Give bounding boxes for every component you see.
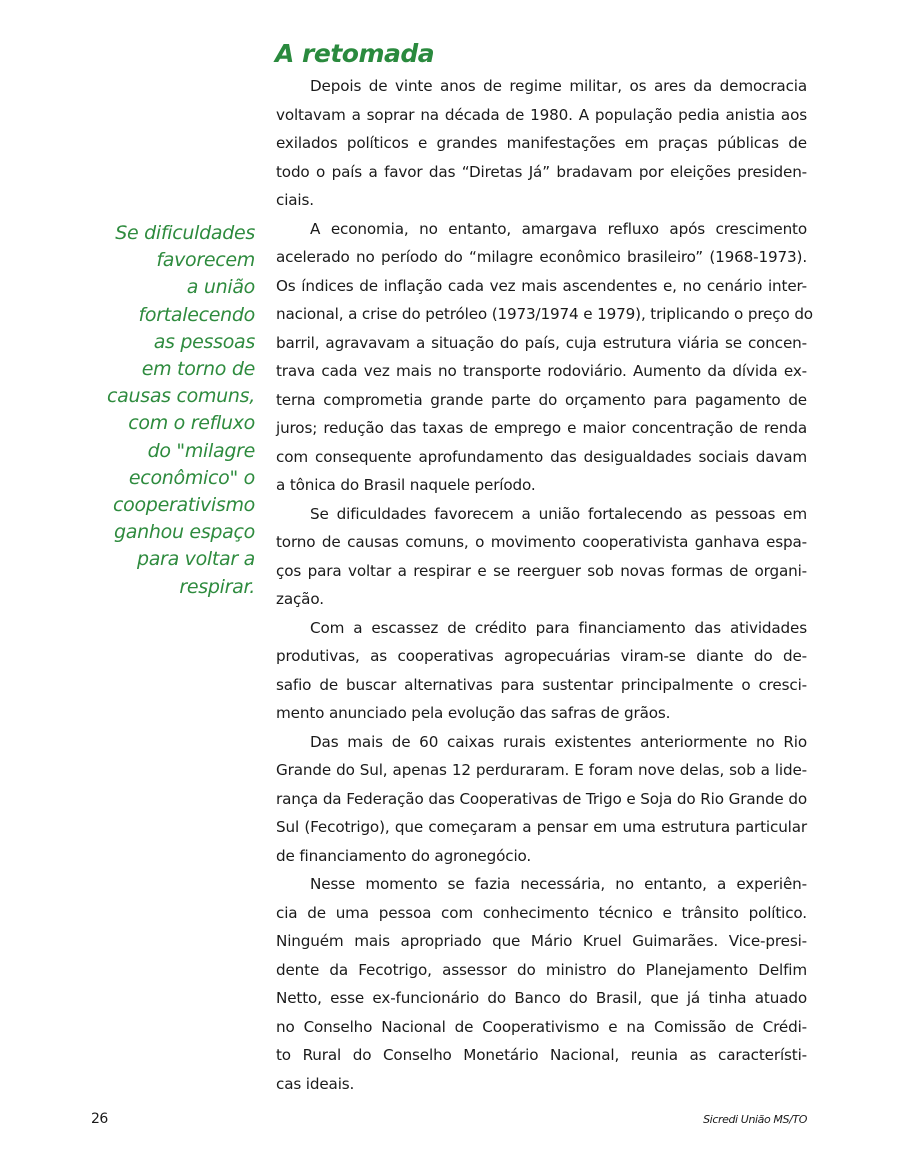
paragraph-3 [276,500,807,614]
pull-quote-line: causas comuns, [106,385,255,408]
text-line: ciais. [276,191,314,209]
paragraph-6 [276,870,807,1098]
pull-quote-line: as pessoas [153,330,255,353]
pull-quote-line: fortalecendo [138,303,255,326]
text-line: Sul (Fecotrigo), que começaram a pensar em uma estrutura particular [276,818,807,836]
pull-quote-line: a união [186,276,255,299]
text-line: rança da Federação das Cooperativas de Trigo e Soja do Rio Grande do [276,789,807,808]
text-line: Ninguém mais apropriado que Mário Kruel Guimarães. Vice-presi- [276,932,807,950]
text-line: cas ideais. [276,1074,355,1093]
pull-quote-line: em torno de [141,358,255,381]
pull-quote-line: cooperativismo [113,494,255,517]
text-line: ços para voltar a respirar e se reerguer sob novas formas de organi- [276,561,807,580]
article-body [276,72,813,1098]
pull-quote-line: com o refluxo [128,412,255,435]
text-line: to Rural do Conselho Monetário Nacional, reunia as característi- [276,1046,807,1064]
paragraph-5 [276,728,807,871]
text-line: voltavam a soprar na década de 1980. A população pedia anistia aos [276,105,807,124]
pull-quote-line: ganhou espaço [114,521,255,544]
text-line: no Conselho Nacional de Cooperativismo e na Comissão de Crédi- [276,1017,807,1036]
text-line: barril, agravavam a situação do país, cuja estrutura viária se concen- [276,333,807,352]
text-line: Se dificuldades favorecem a união fortalecendo as pessoas em [310,504,807,523]
page-number: 26 [91,1111,108,1127]
pull-quote-line: favorecem [156,249,255,272]
text-line: safio de buscar alternativas para sustentar principalmente o cresci- [276,675,807,694]
text-line: Nesse momento se fazia necessária, no entanto, a experiên- [310,875,807,893]
text-line: trava cada vez mais no transporte rodoviário. Aumento da dívida ex- [276,362,807,380]
text-line: Grande do Sul, apenas 12 perduraram. E foram nove delas, sob a lide- [276,761,807,779]
text-line: torno de causas comuns, o movimento cooperativista ganhava espa- [276,533,807,551]
pull-quote-line: do "milagre [147,439,255,462]
text-line: Com a escassez de crédito para financiamento das atividades [310,618,807,637]
text-line: mento anunciado pela evolução das safras de grãos. [276,704,671,722]
paragraph-4 [276,614,807,728]
paragraph-2 [276,215,813,500]
text-line: cia de uma pessoa com conhecimento técnico e trânsito político. [276,903,807,922]
text-line: de financiamento do agronegócio. [276,846,532,865]
text-line: juros; redução das taxas de emprego e maior concentração de renda [276,419,807,437]
text-line: acelerado no período do “milagre econômico brasileiro” (1968-1973). [276,248,807,266]
text-line: A economia, no entanto, amargava refluxo após crescimento [310,219,807,238]
text-line: Depois de vinte anos de regime militar, os ares da democracia [310,77,807,95]
text-line: a tônica do Brasil naquele período. [276,476,536,494]
text-line: Netto, esse ex-funcionário do Banco do Brasil, que já tinha atuado [276,989,807,1007]
text-line: Das mais de 60 caixas rurais existentes anteriormente no Rio [310,732,807,751]
text-line: exilados políticos e grandes manifestações em praças públicas de [276,134,807,152]
text-line: com consequente aprofundamento das desigualdades sociais davam [276,447,807,466]
pull-quote [80,220,255,601]
text-line: nacional, a crise do petróleo (1973/1974 e 1979), triplicando o preço do [276,305,813,323]
text-line: terna comprometia grande parte do orçamento para pagamento de [276,390,807,409]
text-line: dente da Fecotrigo, assessor do ministro do Planejamento Delfim [276,960,807,979]
pull-quote-line: respirar. [179,575,255,598]
publication-name: Sicredi União MS/TO [703,1113,807,1126]
paragraph-1 [276,72,807,215]
pull-quote-line: para voltar a [136,548,255,571]
text-line: todo o país a favor das “Diretas Já” bradavam por eleições presiden- [276,162,807,181]
text-line: zação. [276,590,324,608]
pull-quote-line: Se dificuldades [115,222,255,244]
page-title: A retomada [275,39,435,68]
pull-quote-line: econômico" o [128,466,255,489]
text-line: Os índices de inflação cada vez mais ascendentes e, no cenário inter- [276,276,807,295]
text-line: produtivas, as cooperativas agropecuárias viram-se diante do de- [276,647,807,665]
